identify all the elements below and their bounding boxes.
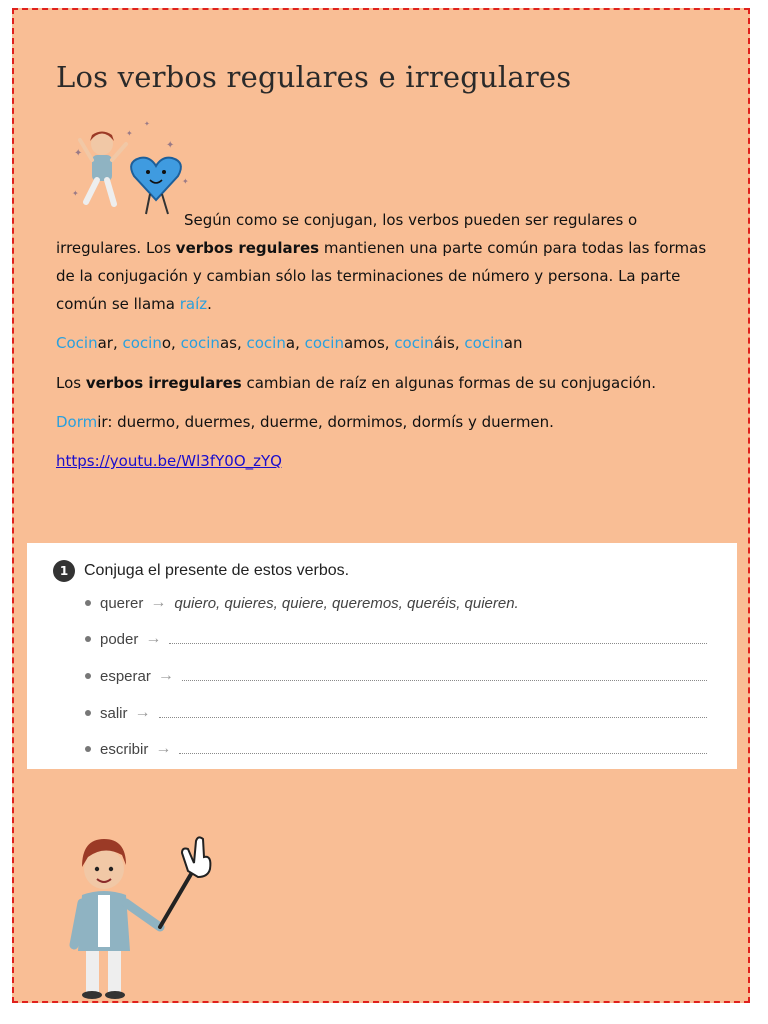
irregular-example: Dormir: duermo, duermes, duerme, dormimos, dormís y duermen. [56,413,554,431]
answer-line[interactable] [159,717,707,718]
intro-paragraph: Según como se conjugan, los verbos pueden ser regulares o irregulares. Los verbos regulares mantienen una parte común para todas las formas de la conjugación y cambian sólo las terminaciones de número y persona. La parte común se llama raíz. [56,211,707,313]
exercise-item [85,628,707,650]
bullet-icon [85,673,91,679]
arrow-right-icon: → [157,667,174,684]
bullet-icon [85,600,91,606]
svg-text:✦: ✦ [166,140,175,151]
exercise-number-badge: 1 [53,560,75,582]
bullet-icon [85,710,91,716]
regular-example: Cocinar, cocino, cocinas, cocina, cocinamos, cocináis, cocinan [56,334,523,352]
verb-label: querer [100,594,144,612]
answer-line[interactable] [179,753,707,754]
exercise-item [85,592,707,614]
answer-line[interactable] [169,643,707,644]
raiz-term: raíz [179,295,208,313]
svg-text:✦: ✦ [182,177,189,186]
exercise-item [85,665,707,687]
svg-text:✦: ✦ [74,148,83,159]
girl-avatar-icon [80,132,126,205]
answer-text: quiero, quieres, quiere, queremos, queréis, quieren. [174,594,519,612]
worksheet-page [12,8,750,1003]
pointer-stick-icon [160,837,210,927]
answer-line[interactable] [182,680,707,681]
exercise-header [53,560,349,582]
svg-text:✦: ✦ [144,120,150,128]
svg-text:✦: ✦ [126,129,133,138]
verb-label: salir [100,704,128,722]
exercise-item [85,738,707,760]
bullet-icon [85,636,91,642]
arrow-right-icon: → [150,594,167,611]
svg-text:✦: ✦ [72,189,79,198]
verbos-regulares-term: verbos regulares [175,239,320,257]
bullet-icon [85,746,91,752]
verb-label: esperar [100,667,151,685]
arrow-right-icon: → [134,704,151,721]
youtube-link[interactable]: https://youtu.be/Wl3fY0O_zYQ [56,452,282,470]
arrow-right-icon: → [155,740,172,757]
teacher-pointer-illustration [64,825,224,1005]
verb-label: poder [100,630,139,648]
verbos-irregulares-term: verbos irregulares [85,374,242,392]
exercise-title: Conjuga el presente de estos verbos. [84,562,350,579]
teacher-avatar-icon [74,839,160,999]
page-title: Los verbos regulares e irregulares [56,60,572,94]
arrow-right-icon: → [145,630,162,647]
verb-label: escribir [100,740,149,758]
exercise-item [85,702,707,724]
irregular-definition: Los verbos irregulares cambian de raíz en algunas formas de su conjugación. [56,374,657,392]
exercise-box [27,543,737,769]
